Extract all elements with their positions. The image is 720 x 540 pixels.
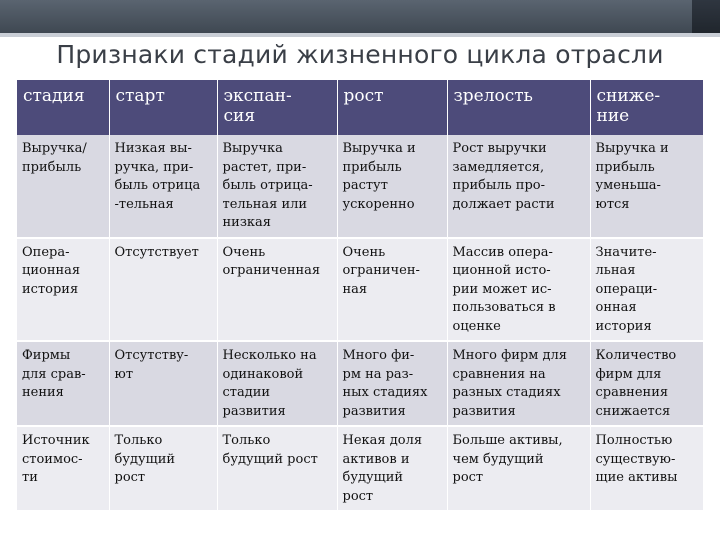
table-row-revenue-profit	[17, 135, 703, 238]
table-header-row	[17, 80, 703, 135]
table-cell: Очень ограниченная	[217, 238, 337, 342]
table-cell: Отсутству- ют	[109, 341, 217, 426]
table-cell: Фирмы для срав- нения	[17, 341, 109, 426]
table-cell: Опера- ционная история	[17, 238, 109, 342]
stages-table	[17, 80, 703, 512]
stages-table-container	[17, 80, 703, 512]
table-cell: Выручка и прибыль растут ускоренно	[337, 135, 447, 238]
table-cell: Много фи- рм на раз- ных стадиях развития	[337, 341, 447, 426]
table-cell: Рост выручки замедляется, прибыль про- должает расти	[447, 135, 590, 238]
table-cell: Выручка и прибыль уменьша- ются	[590, 135, 703, 238]
table-cell: Только будущий рост	[217, 426, 337, 511]
table-cell: Несколько на одинаковой стадии развития	[217, 341, 337, 426]
table-row-comparable-firms	[17, 341, 703, 426]
table-cell: Только будущий рост	[109, 426, 217, 511]
table-cell: Выручка растет, при- быль отрица- тельная или низкая	[217, 135, 337, 238]
table-row-value-source	[17, 426, 703, 511]
slide-top-bar	[0, 0, 720, 33]
table-cell: Отсутствует	[109, 238, 217, 342]
table-cell: Полностью существую- щие активы	[590, 426, 703, 511]
table-cell: Много фирм для сравнения на разных стадиях развития	[447, 341, 590, 426]
table-cell: Массив опера- ционной исто- рии может ис- пользоваться в оценке	[447, 238, 590, 342]
table-cell: Низкая вы- ручка, при- быль отрица -тельная	[109, 135, 217, 238]
table-cell: Количество фирм для сравнения снижается	[590, 341, 703, 426]
header-cell-decline: сниже- ние	[590, 80, 703, 135]
table-cell: Некая доля активов и будущий рост	[337, 426, 447, 511]
slide-title: Признаки стадий жизненного цикла отрасли	[56, 40, 664, 69]
header-cell-stage: стадия	[17, 80, 109, 135]
header-cell-growth: рост	[337, 80, 447, 135]
header-cell-expansion: экспан- сия	[217, 80, 337, 135]
table-row-operating-history	[17, 238, 703, 342]
table-cell: Источник стоимос- ти	[17, 426, 109, 511]
header-cell-maturity: зрелость	[447, 80, 590, 135]
slide-top-bar-accent	[692, 0, 720, 33]
table-cell: Выручка/ прибыль	[17, 135, 109, 238]
table-cell: Больше активы, чем будущий рост	[447, 426, 590, 511]
table-cell: Значите- льная операци- онная история	[590, 238, 703, 342]
header-cell-start: старт	[109, 80, 217, 135]
table-cell: Очень ограничен- ная	[337, 238, 447, 342]
slide-top-line	[0, 33, 720, 37]
